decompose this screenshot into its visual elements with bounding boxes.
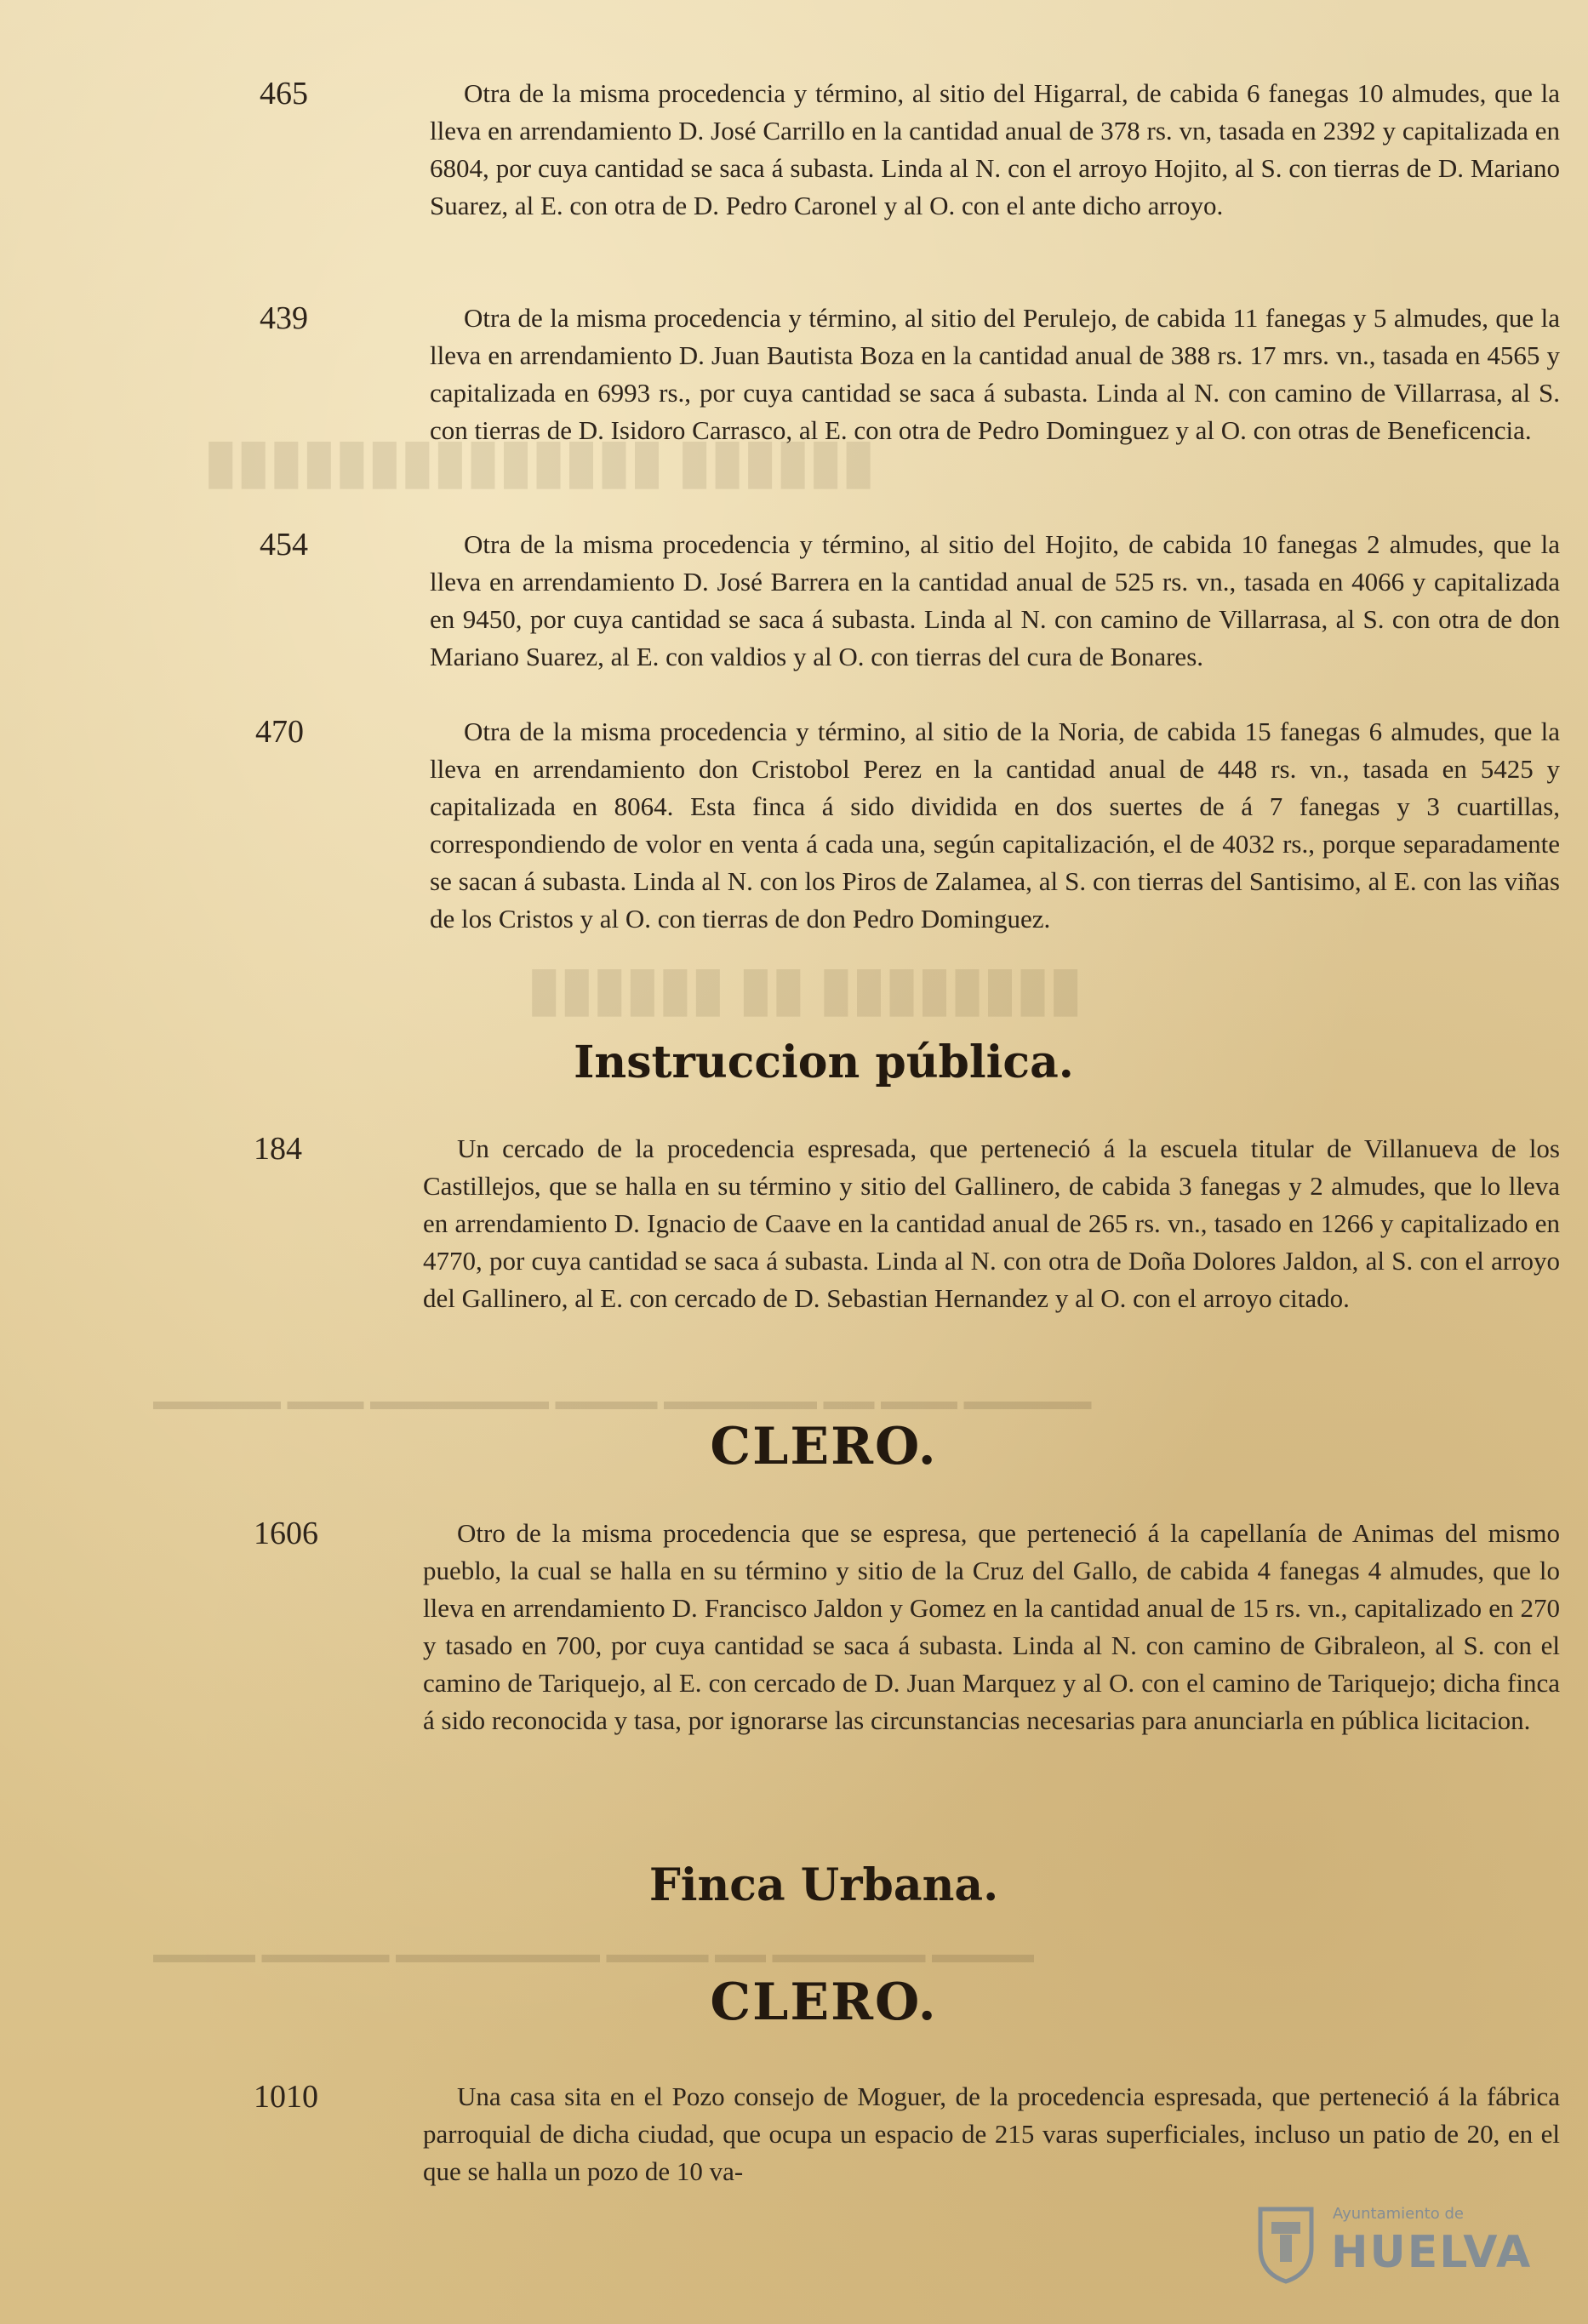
entry-text: Una casa sita en el Pozo consejo de Moguer, de la procedencia espresada, que perteneció á la fábrica parroquial de dicha ciudad, que ocupa un espacio de 215 varas superficiales, incluso un patio de 20, en el que se halla un pozo de 10 va- <box>423 2081 1560 2186</box>
section-heading: Finca Urbana. <box>648 1859 999 1911</box>
lot-number: 465 <box>260 76 308 111</box>
lot-number: 454 <box>260 527 308 562</box>
shield-icon <box>1256 2201 1316 2286</box>
bleed-through-decoration: ▬▬▬▬▬ ▬▬▬ ▬▬ ▬▬▬▬▬▬ ▬▬▬▬ ▬▬▬▬▬▬▬ ▬▬▬ ▬▬▬▬▬ <box>153 1387 1092 1415</box>
logo-wordmark: HUELVA <box>1331 2227 1533 2278</box>
logo-caption: Ayuntamiento de <box>1333 2205 1464 2223</box>
institution-logo <box>1256 2196 1533 2290</box>
bleed-through-decoration: ▮▮▮▮▮▮▮▮ ▮▮ ▮▮▮▮▮▮ <box>528 956 1082 1022</box>
lot-number: 439 <box>260 300 308 336</box>
lot-number: 470 <box>255 714 304 750</box>
entry-text: Otro de la misma procedencia que se espresa, que perteneció á la capellanía de Animas del mismo pueblo, la cual se halla en su término y sitio de la Cruz del Gallo, de cabida 4 fanegas 4 almudes, que lo lleva en arrendamiento D. Francisco Jaldon y Gomez en la cantidad anual de 15 rs. vn., capitalizado en 270 y tasado en 700, por cuya cantidad se saca á subasta. Linda al N. con camino de Gibraleon, al S. con el camino de Tariquejo, al E. con cercado de D. Juan Marquez y al O. con el camino de Tariquejo; dicha finca á sido reconocida y tasa, por ignorarse las circunstancias necesarias para anunciarla en pública licitacion. <box>423 1518 1560 1735</box>
entry-text: Un cercado de la procedencia espresada, que perteneció á la escuela titular de Villanueva de los Castillejos, que se halla en su término y sitio del Gallinero, de cabida 3 fanegas y 2 almudes, que lo lleva en arrendamiento D. Ignacio de Caave en la cantidad anual de 265 rs. vn., tasado en 1266 y capitalizado en 4770, por cuya cantidad se saca á subasta. Linda al N. con otra de Doña Dolores Jaldon, al S. con el arroyo del Gallinero, al E. con cercado de D. Sebastian Hernandez y al O. con el arroyo citado. <box>423 1133 1560 1313</box>
section-heading: CLERO. <box>710 1973 938 2032</box>
section-heading: Instruccion pública. <box>574 1036 1074 1088</box>
entry-text: Otra de la misma procedencia y término, al sitio de la Noria, de cabida 15 fanegas 6 almudes, que la lleva en arrendamiento don Cristobol Perez en la cantidad anual de 448 rs. vn., tasada en 5425 y capitalizada en 8064. Esta finca á sido dividida en dos suertes de á 7 fanegas y 3 cuartillas, correspondiendo de volor en venta á cada una, según capitalización, el de 4032 rs., porque separadamente se sacan á subasta. Linda al N. con los Piros de Zalamea, al S. con tierras del Santisimo, al E. con las viñas de los Cristos y al O. con tierras de don Pedro Dominguez. <box>430 717 1560 934</box>
bleed-through-decoration: ▮▮▮▮▮▮ ▮▮▮▮▮▮▮▮▮▮▮▮▮▮ <box>204 429 875 494</box>
entry-text: Otra de la misma procedencia y término, al sitio del Higarral, de cabida 6 fanegas 10 almudes, que la lleva en arrendamiento D. José Carrillo en la cantidad anual de 378 rs. vn, tasada en 2392 y capitalizada en 6804, por cuya cantidad se saca á subasta. Linda al N. con el arroyo Hojito, al S. con tierras de D. Mariano Suarez, al E. con otra de D. Pedro Caronel y al O. con el ante dicho arroyo. <box>430 78 1560 220</box>
lot-number: 1606 <box>254 1516 318 1551</box>
entry-text: Otra de la misma procedencia y término, al sitio del Perulejo, de cabida 11 fanegas y 5 almudes, que la lleva en arrendamiento D. Juan Bautista Boza en la cantidad anual de 388 rs. 17 mrs. vn., tasada en 4565 y capitalizada en 6993 rs., por cuya cantidad se saca á subasta. Linda al N. con camino de Villarrasa, al S. con tierras de D. Isidoro Carrasco, al E. con otra de Pedro Dominguez y al O. con otras de Beneficencia. <box>430 303 1560 445</box>
lot-number: 184 <box>254 1131 302 1167</box>
lot-number: 1010 <box>254 2079 318 2115</box>
bleed-through-decoration: ▬▬▬▬ ▬▬▬▬▬▬ ▬▬ ▬▬▬▬ ▬▬▬▬▬▬▬▬ ▬▬▬▬▬ ▬▬▬▬ <box>153 1940 1034 1968</box>
entry-text: Otra de la misma procedencia y término, al sitio del Hojito, de cabida 10 fanegas 2 almudes, que la lleva en arrendamiento D. José Barrera en la cantidad anual de 525 rs. vn., tasada en 4066 y capitalizada en 9450, por cuya cantidad se saca á subasta. Linda al N. con camino de Villarrasa, al S. con otra de don Mariano Suarez, al E. con valdios y al O. con tierras del cura de Bonares. <box>430 529 1560 671</box>
section-heading: CLERO. <box>710 1417 938 1476</box>
